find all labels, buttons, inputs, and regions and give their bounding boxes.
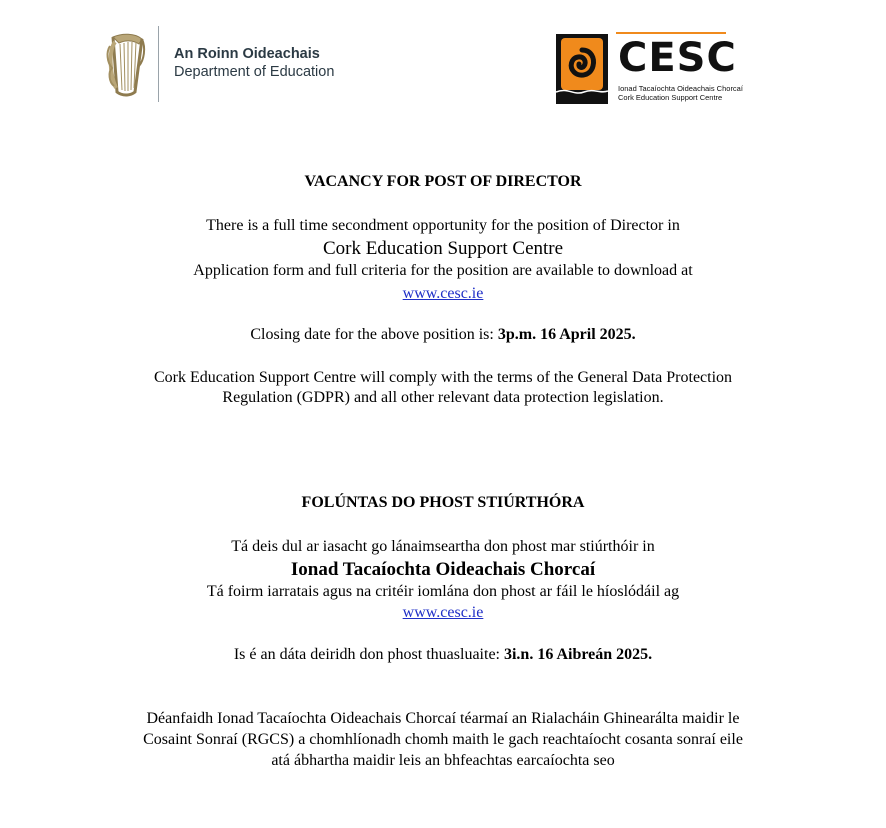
english-website-link[interactable]: www.cesc.ie: [402, 285, 484, 302]
department-english-name: Department of Education: [174, 64, 335, 80]
logo-divider: [158, 26, 159, 102]
harp-crest-icon: [104, 32, 148, 98]
cesc-accent-bar: [616, 32, 726, 34]
cesc-logo: [554, 30, 743, 106]
spiral-emblem-icon: [556, 34, 608, 104]
irish-title: FOLÚNTAS DO PHOST STIÚRTHÓRA: [301, 494, 585, 511]
irish-download-text: Tá foirm iarratais agus na critéir iomlána don phost ar fáil le híoslódáil ag: [206, 583, 680, 600]
cesc-wordmark: CESC: [618, 35, 737, 81]
irish-gdpr-line-3: atá ábhartha maidir leis an bhfeachtas earcaíochta seo: [271, 752, 615, 769]
english-title: VACANCY FOR POST OF DIRECTOR: [304, 173, 582, 190]
irish-closing-line: [0, 645, 886, 665]
english-intro: There is a full time secondment opportunity for the position of Director in: [206, 217, 680, 234]
english-link-line: [0, 284, 886, 304]
irish-gdpr-line-2: Cosaint Sonraí (RGCS) a chomhlíonadh chomh maith le gach reachtaíocht cosanta sonraí eile: [143, 731, 743, 748]
english-closing-value: 3p.m. 16 April 2025.: [497, 326, 636, 343]
english-closing-label: Closing date for the above position is:: [250, 326, 494, 343]
cesc-subtitle-irish: Ionad Tacaíochta Oideachais Chorcaí: [618, 84, 743, 93]
department-logo: [100, 26, 360, 106]
english-organisation: Cork Education Support Centre: [322, 238, 564, 259]
irish-closing-label: Is é an dáta deiridh don phost thuasluaite:: [233, 646, 500, 663]
irish-link-line: [0, 603, 886, 623]
irish-gdpr-line-1: Déanfaidh Ionad Tacaíochta Oideachais Chorcaí téarmaí an Rialacháin Ghinearálta maidir le: [146, 710, 740, 727]
english-gdpr-line-2: Regulation (GDPR) and all other relevant data protection legislation.: [222, 389, 664, 406]
irish-intro: Tá deis dul ar iasacht go lánaimseartha don phost mar stiúrthóir in: [231, 538, 655, 555]
english-download-text: Application form and full criteria for the position are available to download at: [193, 262, 693, 279]
cesc-subtitle-english: Cork Education Support Centre: [618, 93, 723, 102]
department-irish-name: An Roinn Oideachais: [174, 46, 320, 62]
irish-organisation: Ionad Tacaíochta Oideachais Chorcaí: [290, 559, 596, 580]
english-closing-line: [0, 325, 886, 345]
irish-website-link[interactable]: www.cesc.ie: [402, 604, 484, 621]
english-gdpr-line-1: Cork Education Support Centre will comply with the terms of the General Data Protection: [153, 369, 733, 386]
irish-closing-value: 3i.n. 16 Aibreán 2025.: [503, 646, 653, 663]
